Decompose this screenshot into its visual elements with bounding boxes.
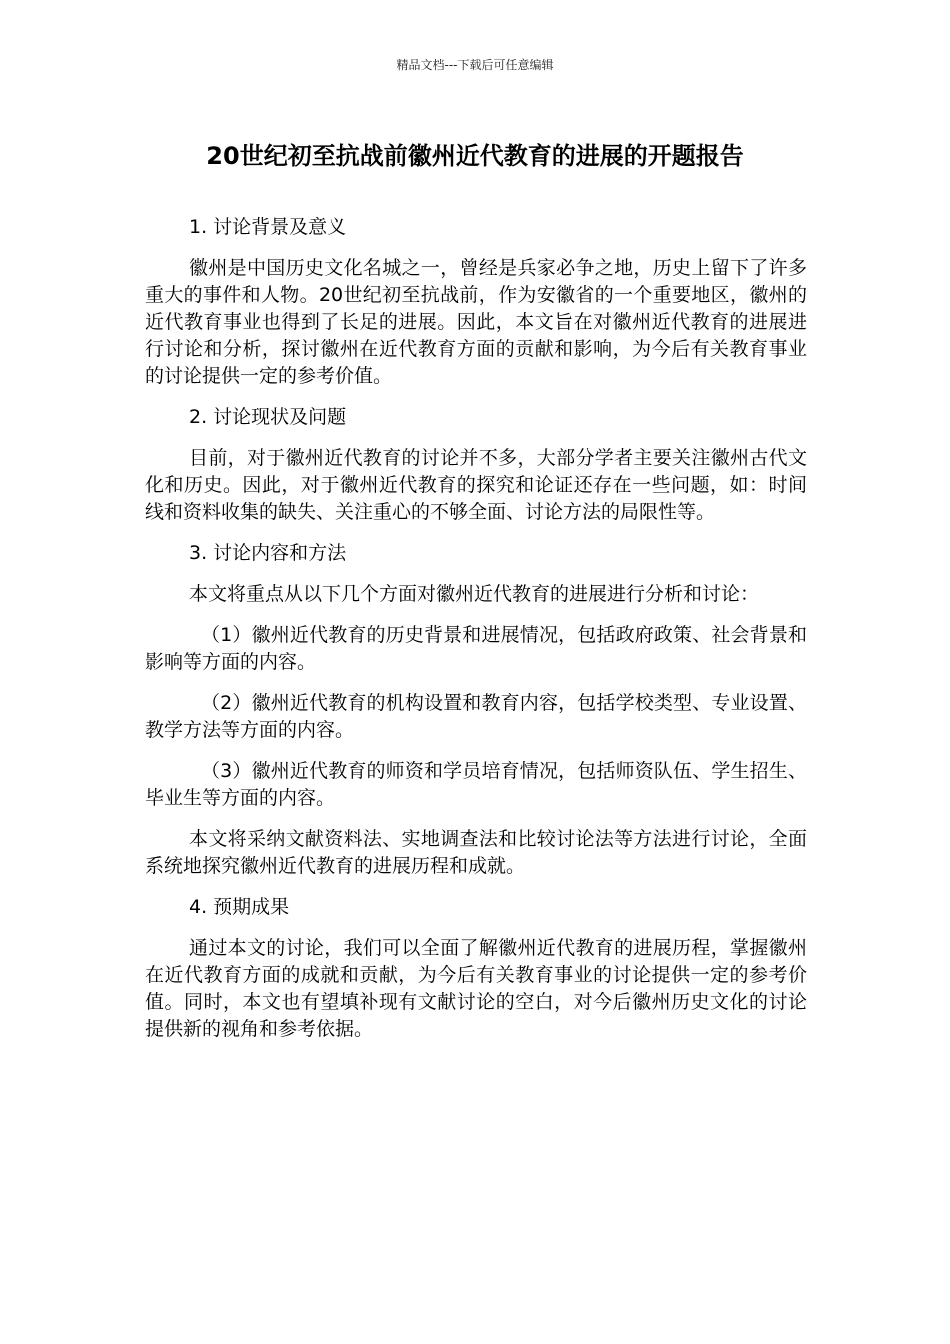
section-paragraph: 通过本文的讨论，我们可以全面了解徽州近代教育的进展历程，掌握徽州在近代教育方面的成就和贡献，为今后有关教育事业的讨论提供一定的参考价值。同时，本文也有望填补现有文献讨论的空白，对今后徽州历史文化的讨论提供新的视角和参考依据。 xyxy=(145,937,807,1040)
section-heading-expected-results: 4. 预期成果 xyxy=(189,896,290,918)
section-paragraph: 本文将重点从以下几个方面对徽州近代教育的进展进行分析和讨论： xyxy=(189,583,760,605)
list-item: （3）徽州近代教育的师资和学员培育情况，包括师资队伍、学生招生、毕业生等方面的内容。 xyxy=(145,760,807,809)
section-heading-status: 2. 讨论现状及问题 xyxy=(189,406,347,428)
section-heading-background: 1. 讨论背景及意义 xyxy=(189,216,347,238)
section-heading-content-methods: 3. 讨论内容和方法 xyxy=(189,542,347,564)
list-item: （1）徽州近代教育的历史背景和进展情况，包括政府政策、社会背景和影响等方面的内容。 xyxy=(145,624,807,673)
list-item: （2）徽州近代教育的机构设置和教育内容，包括学校类型、专业设置、教学方法等方面的内容。 xyxy=(145,692,807,741)
document-title: 20世纪初至抗战前徽州近代教育的进展的开题报告 xyxy=(206,142,744,170)
section-paragraph: 目前，对于徽州近代教育的讨论并不多，大部分学者主要关注徽州古代文化和历史。因此，对于徽州近代教育的探究和论证还存在一些问题，如：时间线和资料收集的缺失、关注重心的不够全面、讨论方法的局限性等。 xyxy=(145,447,807,523)
section-paragraph: 徽州是中国历史文化名城之一，曾经是兵家必争之地，历史上留下了许多重大的事件和人物。20世纪初至抗战前，作为安徽省的一个重要地区，徽州的近代教育事业也得到了长足的进展。因此，本文旨在对徽州近代教育的进展进行讨论和分析，探讨徽州在近代教育方面的贡献和影响，为今后有关教育事业的讨论提供一定的参考价值。 xyxy=(145,257,807,387)
section-paragraph: 本文将采纳文献资料法、实地调查法和比较讨论法等方法进行讨论，全面系统地探究徽州近代教育的进展历程和成就。 xyxy=(145,828,807,877)
header-note: 精品文档---下载后可任意编辑 xyxy=(396,58,554,72)
document-body xyxy=(145,214,807,1057)
